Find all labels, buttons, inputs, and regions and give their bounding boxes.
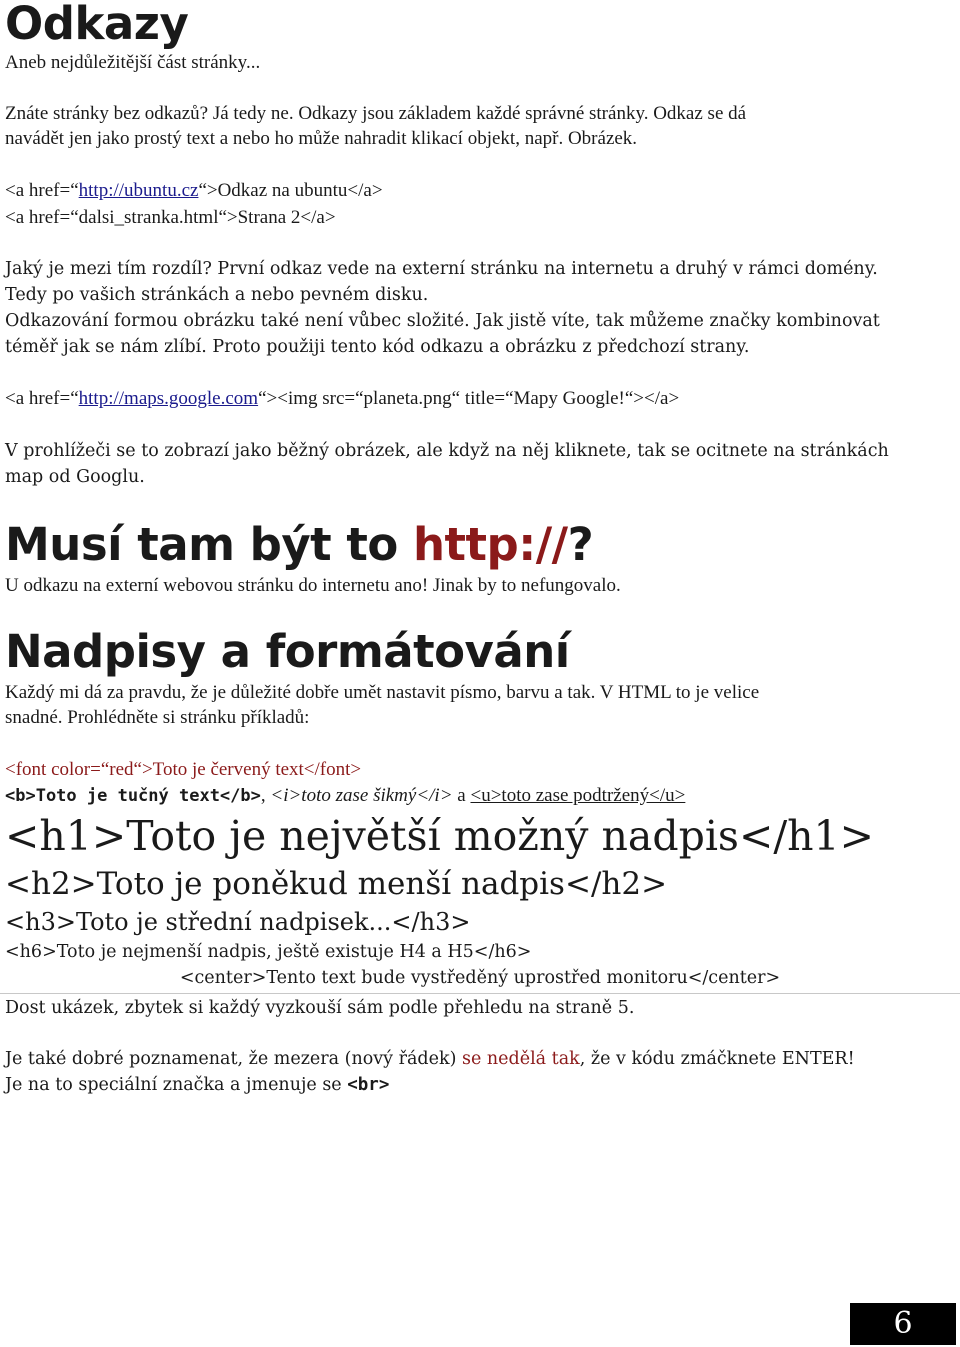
section-heading-http [5,518,594,571]
explain-line-1: Jaký je mezi tím rozdíl? První odkaz vede na externí stránku na internetu a druhý v rámci domény. [5,259,878,279]
br-note-line-2 [5,1072,389,1098]
separator: , [260,785,271,806]
formatting-intro-2: snadné. Prohlédněte si stránku příkladů: [5,707,310,728]
code-text: <a href=“ [5,388,79,409]
h1-example: <h1>Toto je největší možný nadpis</h1> [5,812,874,860]
ubuntu-link[interactable]: http://ubuntu.cz [78,180,199,201]
note-text: Je také dobré poznamenat, že mezera (nový řádek) [5,1049,462,1069]
explain-line-4: téměř jak se nám zlíbí. Proto použiji tento kód odkazu a obrázku z předchozí strany. [5,337,750,357]
result-line-2: map od Googlu. [5,467,145,487]
explain-line-3: Odkazování formou obrázku také není vůbec složité. Jak jistě víte, tak můžeme značky kombinovat [5,311,880,331]
h3-example: <h3>Toto je střední nadpisek...</h3> [5,908,471,936]
underline-example: <u>toto zase podtržený</u> [470,785,686,806]
font-color-example: <font color=“red“>Toto je červený text</font> [5,759,362,780]
heading-text: Musí tam být to [5,518,413,571]
heading-text: ? [567,518,594,571]
section-http-text: U odkazu na externí webovou stránku do internetu ano! Jinak by to nefungovalo. [5,575,621,596]
inline-format-examples [5,783,685,809]
note-red-text: se nedělá tak [461,1049,580,1069]
intro-line-2: navádět jen jako prostý text a nebo ho může nahradit klikací objekt, např. Obrázek. [5,128,638,149]
italic-example: <i>toto zase šikmý</i> [270,785,453,806]
page-number: 6 [850,1303,956,1345]
h2-example: <h2>Toto je poněkud menší nadpis</h2> [5,866,668,902]
separator: a [452,785,471,806]
h6-example: <h6>Toto je nejmenší nadpis, ještě existuje H4 a H5</h6> [5,942,532,962]
br-tag: <br> [347,1075,390,1095]
br-note-line-1 [5,1046,855,1072]
center-example: <center>Tento text bude vystředěný uprostřed monitoru</center> [179,968,781,988]
code-text: “>Odkaz na ubuntu</a> [198,180,383,201]
heading-red-text: http:// [412,518,568,571]
result-line-1: V prohlížeči se to zobrazí jako běžný obrázek, ale když na něj kliknete, tak se ocitnete na stránkách [5,441,889,461]
code-example-maps [5,386,679,411]
maps-link[interactable]: http://maps.google.com [78,388,259,409]
page-subtitle: Aneb nejdůležitější část stránky... [5,52,261,73]
after-examples-line: Dost ukázek, zbytek si každý vyzkouší sám podle přehledu na straně 5. [5,998,635,1018]
bold-example: <b>Toto je tučný text</b> [5,786,261,806]
explain-line-2: Tedy po vašich stránkách a nebo pevném disku. [5,285,429,305]
section-heading-formatting: Nadpisy a formátování [5,625,570,678]
code-text: <a href=“ [5,180,79,201]
code-example-page2: <a href=“dalsi_stranka.html“>Strana 2</a> [5,207,336,228]
code-example-ubuntu [5,178,383,203]
note-text: , že v kódu zmáčknete ENTER! [579,1049,855,1069]
divider [0,993,960,994]
note-text: Je na to speciální značka a jmenuje se [5,1075,348,1095]
page-title: Odkazy [5,0,189,50]
intro-line-1: Znáte stránky bez odkazů? Já tedy ne. Odkazy jsou základem každé správné stránky. Odkaz se dá [5,103,747,124]
formatting-intro-1: Každý mi dá za pravdu, že je důležité dobře umět nastavit písmo, barvu a tak. V HTML to je velice [5,682,760,703]
code-text: “><img src=“planeta.png“ title=“Mapy Google!“></a> [258,388,680,409]
